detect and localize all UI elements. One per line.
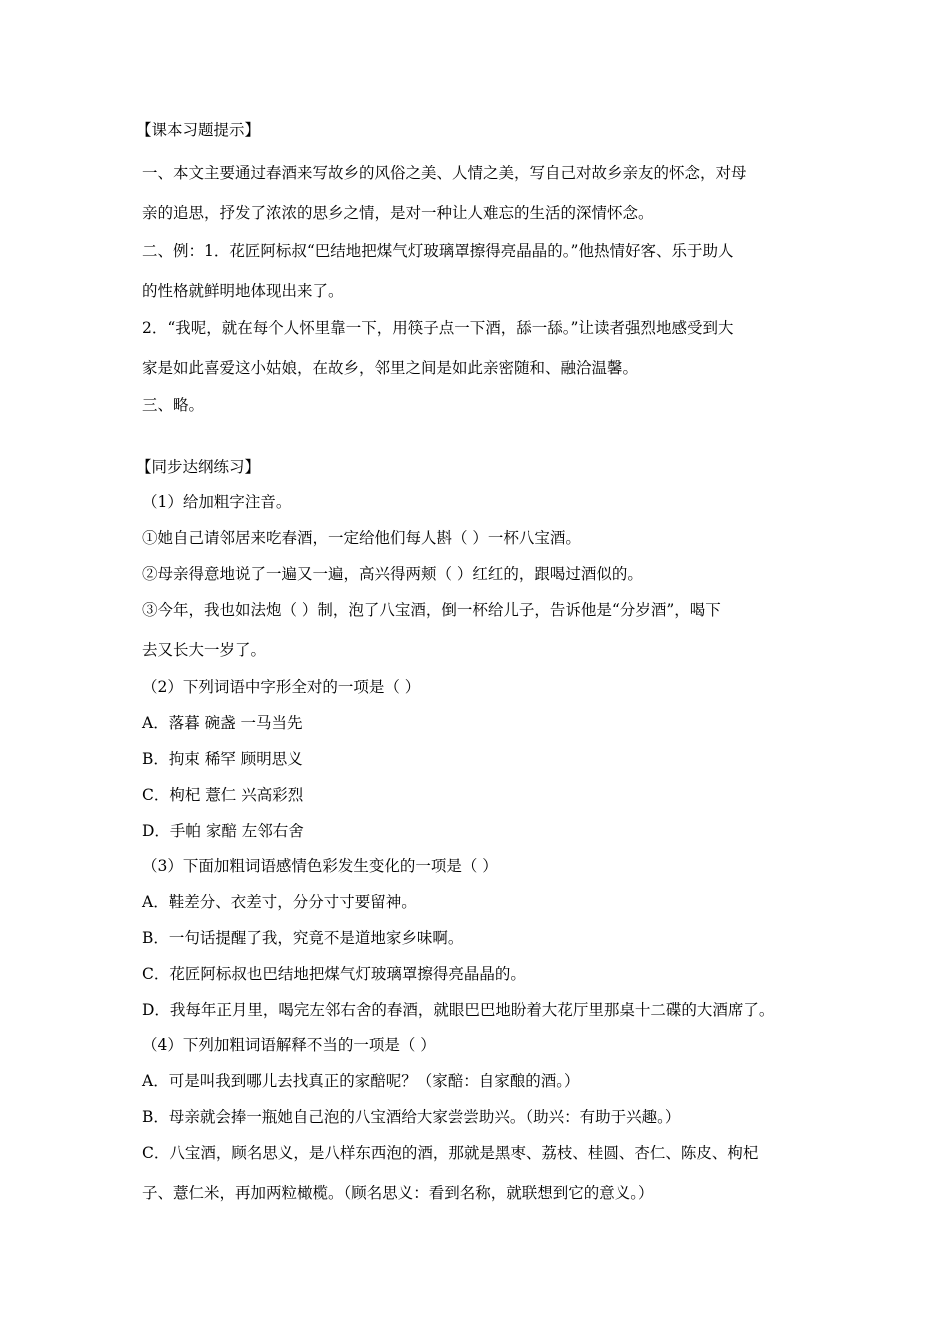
option-line: A．可是叫我到哪儿去找真正的家醅呢？（家醅：自家酿的酒。） — [142, 1072, 580, 1090]
text-line: 二、例：1．花匠阿标叔“巴结地把煤气灯玻璃罩擦得亮晶晶的。”他热情好客、乐于助人 — [142, 242, 734, 260]
option-line: D．手帕 家醅 左邻右舍 — [142, 822, 304, 840]
question-line: ③今年，我也如法炮（ ）制，泡了八宝酒，倒一杯给儿子，告诉他是“分岁酒”，喝下 — [142, 601, 721, 619]
option-line: C．八宝酒，顾名思义，是八样东西泡的酒，那就是黑枣、荔枝、桂圆、杏仁、陈皮、枸杞 — [142, 1144, 759, 1162]
section-heading: 【课本习题提示】 — [136, 121, 261, 139]
text-line: 一、本文主要通过春酒来写故乡的风俗之美、人情之美，写自己对故乡亲友的怀念，对母 — [142, 164, 747, 182]
option-line: C．枸杞 薏仁 兴高彩烈 — [142, 786, 304, 804]
option-line: B．一句话提醒了我，究竟不是道地家乡味啊。 — [142, 929, 464, 947]
question-line: 去又长大一岁了。 — [142, 641, 267, 659]
option-line: D．我每年正月里，喝完左邻右舍的春酒，就眼巴巴地盼着大花厅里那桌十二碟的大酒席了。 — [142, 1001, 775, 1019]
question-line: ①她自己请邻居来吃春酒，一定给他们每人斟（ ）一杯八宝酒。 — [142, 529, 581, 547]
question-line: （2）下列词语中字形全对的一项是（ ） — [142, 678, 421, 696]
question-line: （4）下列加粗词语解释不当的一项是（ ） — [142, 1036, 436, 1054]
text-line: 三、略。 — [142, 396, 205, 414]
question-line: ②母亲得意地说了一遍又一遍，高兴得两颊（ ）红红的，跟喝过酒似的。 — [142, 565, 643, 583]
question-line: （3）下面加粗词语感情色彩发生变化的一项是（ ） — [142, 857, 498, 875]
section-heading: 【同步达纲练习】 — [136, 458, 261, 476]
option-line: 子、薏仁米，再加两粒橄榄。（顾名思义：看到名称，就联想到它的意义。） — [142, 1184, 654, 1202]
option-line: C．花匠阿标叔也巴结地把煤气灯玻璃罩擦得亮晶晶的。 — [142, 965, 526, 983]
option-line: B．拘束 稀罕 顾明思义 — [142, 750, 303, 768]
question-line: （1）给加粗字注音。 — [142, 493, 292, 511]
text-line: 亲的追思，抒发了浓浓的思乡之情，是对一种让人难忘的生活的深情怀念。 — [142, 204, 654, 222]
text-line: 的性格就鲜明地体现出来了。 — [142, 282, 344, 300]
option-line: A．鞋差分、衣差寸，分分寸寸要留神。 — [142, 893, 417, 911]
option-line: B．母亲就会捧一瓶她自己泡的八宝酒给大家尝尝助兴。（助兴：有助于兴趣。） — [142, 1108, 681, 1126]
option-line: A．落暮 碗盏 一马当先 — [142, 714, 303, 732]
text-line: 2．“我呢，就在每个人怀里靠一下，用筷子点一下酒，舔一舔。”让读者强烈地感受到大 — [142, 319, 734, 337]
text-line: 家是如此喜爱这小姑娘，在故乡，邻里之间是如此亲密随和、融洽温馨。 — [142, 359, 639, 377]
